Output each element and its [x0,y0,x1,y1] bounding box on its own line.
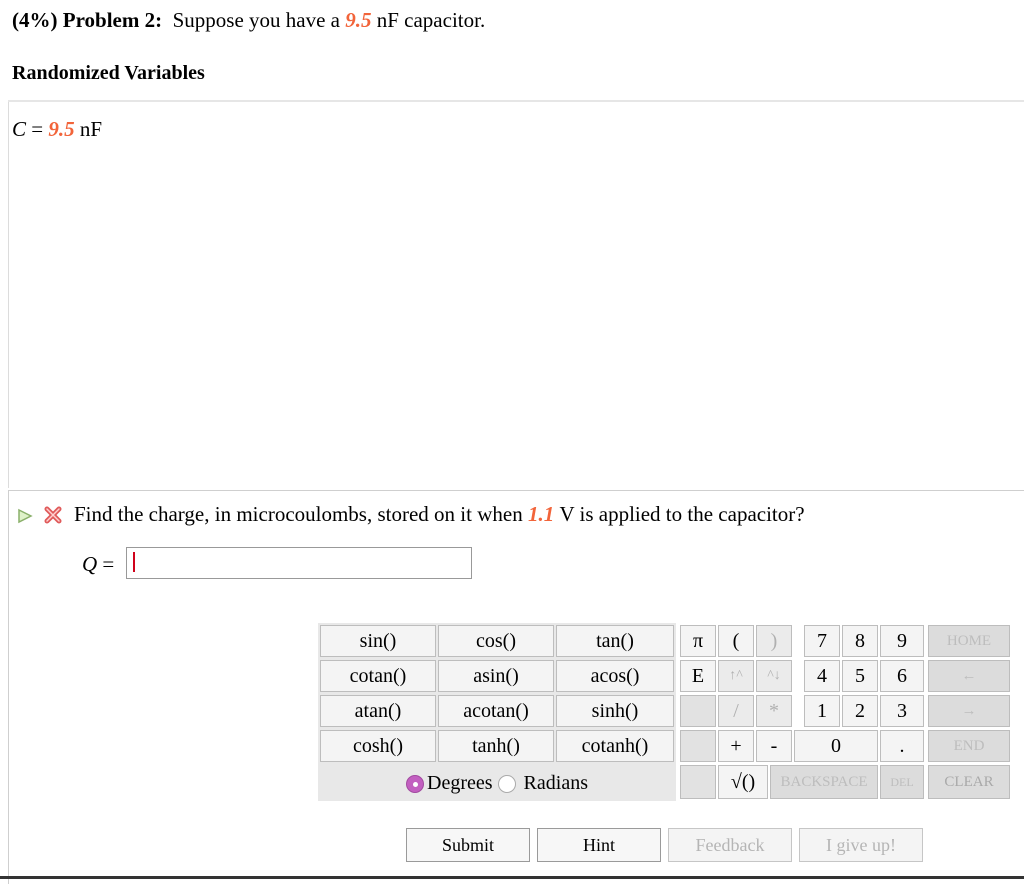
fn-cotanh[interactable]: cotanh() [556,730,674,762]
key-e[interactable]: E [680,660,716,692]
question-text-after: V is applied to the capacitor? [559,502,805,526]
degrees-label[interactable]: Degrees [427,772,493,794]
feedback-button[interactable]: Feedback [668,828,792,862]
bottom-border [0,876,1024,879]
key-multiply[interactable]: * [756,695,792,727]
key-plus[interactable]: + [718,730,754,762]
key-superscript-up[interactable]: ↑^ [718,660,754,692]
text-cursor [133,552,135,572]
incorrect-x-icon [42,504,64,526]
fn-asin[interactable]: asin() [438,660,554,692]
radians-label[interactable]: Radians [523,772,588,794]
radians-radio[interactable] [498,775,516,793]
key-blank-2 [680,730,716,762]
key-cursor-right[interactable]: → [928,695,1010,727]
key-8[interactable]: 8 [842,625,878,657]
key-6[interactable]: 6 [880,660,924,692]
variable-line [12,117,102,142]
fn-sinh[interactable]: sinh() [556,695,674,727]
key-cursor-left[interactable]: ← [928,660,1010,692]
divider [8,100,1024,102]
problem-value: 9.5 [345,8,372,32]
key-dot[interactable]: . [880,730,924,762]
answer-variable: Q [82,552,98,576]
variable-equals: = [31,117,44,141]
key-sqrt[interactable]: √() [718,765,768,799]
problem-percent: (4%) [12,8,58,32]
key-left-paren[interactable]: ( [718,625,754,657]
fn-cosh[interactable]: cosh() [320,730,436,762]
key-superscript-down[interactable]: ^↓ [756,660,792,692]
give-up-button[interactable]: I give up! [799,828,923,862]
variable-unit: nF [79,117,103,141]
key-0[interactable]: 0 [794,730,878,762]
randomized-variables-title: Randomized Variables [12,62,205,84]
key-clear[interactable]: CLEAR [928,765,1010,799]
question-line [16,502,805,527]
fn-cos[interactable]: cos() [438,625,554,657]
fn-tan[interactable]: tan() [556,625,674,657]
key-2[interactable]: 2 [842,695,878,727]
key-3[interactable]: 3 [880,695,924,727]
problem-text-before: Suppose you have a [172,8,340,32]
angle-mode-row [318,766,676,801]
problem-header [12,8,485,33]
key-9[interactable]: 9 [880,625,924,657]
question-text-before: Find the charge, in microcoulombs, stored on it when [74,502,523,526]
answer-equals: = [102,552,115,576]
fn-atan[interactable]: atan() [320,695,436,727]
degrees-radio[interactable] [406,775,424,793]
fn-cotan[interactable]: cotan() [320,660,436,692]
submit-button[interactable]: Submit [406,828,530,862]
panel-border [8,102,9,488]
key-end[interactable]: END [928,730,1010,762]
fn-tanh[interactable]: tanh() [438,730,554,762]
answer-label [82,552,114,577]
key-4[interactable]: 4 [804,660,840,692]
problem-number: Problem 2: [62,8,163,32]
variable-name: C [12,117,27,141]
fn-acos[interactable]: acos() [556,660,674,692]
fn-acotan[interactable]: acotan() [438,695,554,727]
fn-sin[interactable]: sin() [320,625,436,657]
key-right-paren[interactable]: ) [756,625,792,657]
hint-button[interactable]: Hint [537,828,661,862]
key-divide[interactable]: / [718,695,754,727]
play-icon[interactable] [16,506,34,524]
problem-text-after: nF capacitor. [376,8,486,32]
key-del[interactable]: DEL [880,765,924,799]
key-1[interactable]: 1 [804,695,840,727]
key-5[interactable]: 5 [842,660,878,692]
key-minus[interactable]: - [756,730,792,762]
key-pi[interactable]: π [680,625,716,657]
answer-input[interactable] [126,547,472,579]
key-backspace[interactable]: BACKSPACE [770,765,878,799]
key-blank-3 [680,765,716,799]
key-home[interactable]: HOME [928,625,1010,657]
variable-value: 9.5 [48,117,75,141]
key-blank [680,695,716,727]
question-value: 1.1 [527,502,555,526]
key-7[interactable]: 7 [804,625,840,657]
